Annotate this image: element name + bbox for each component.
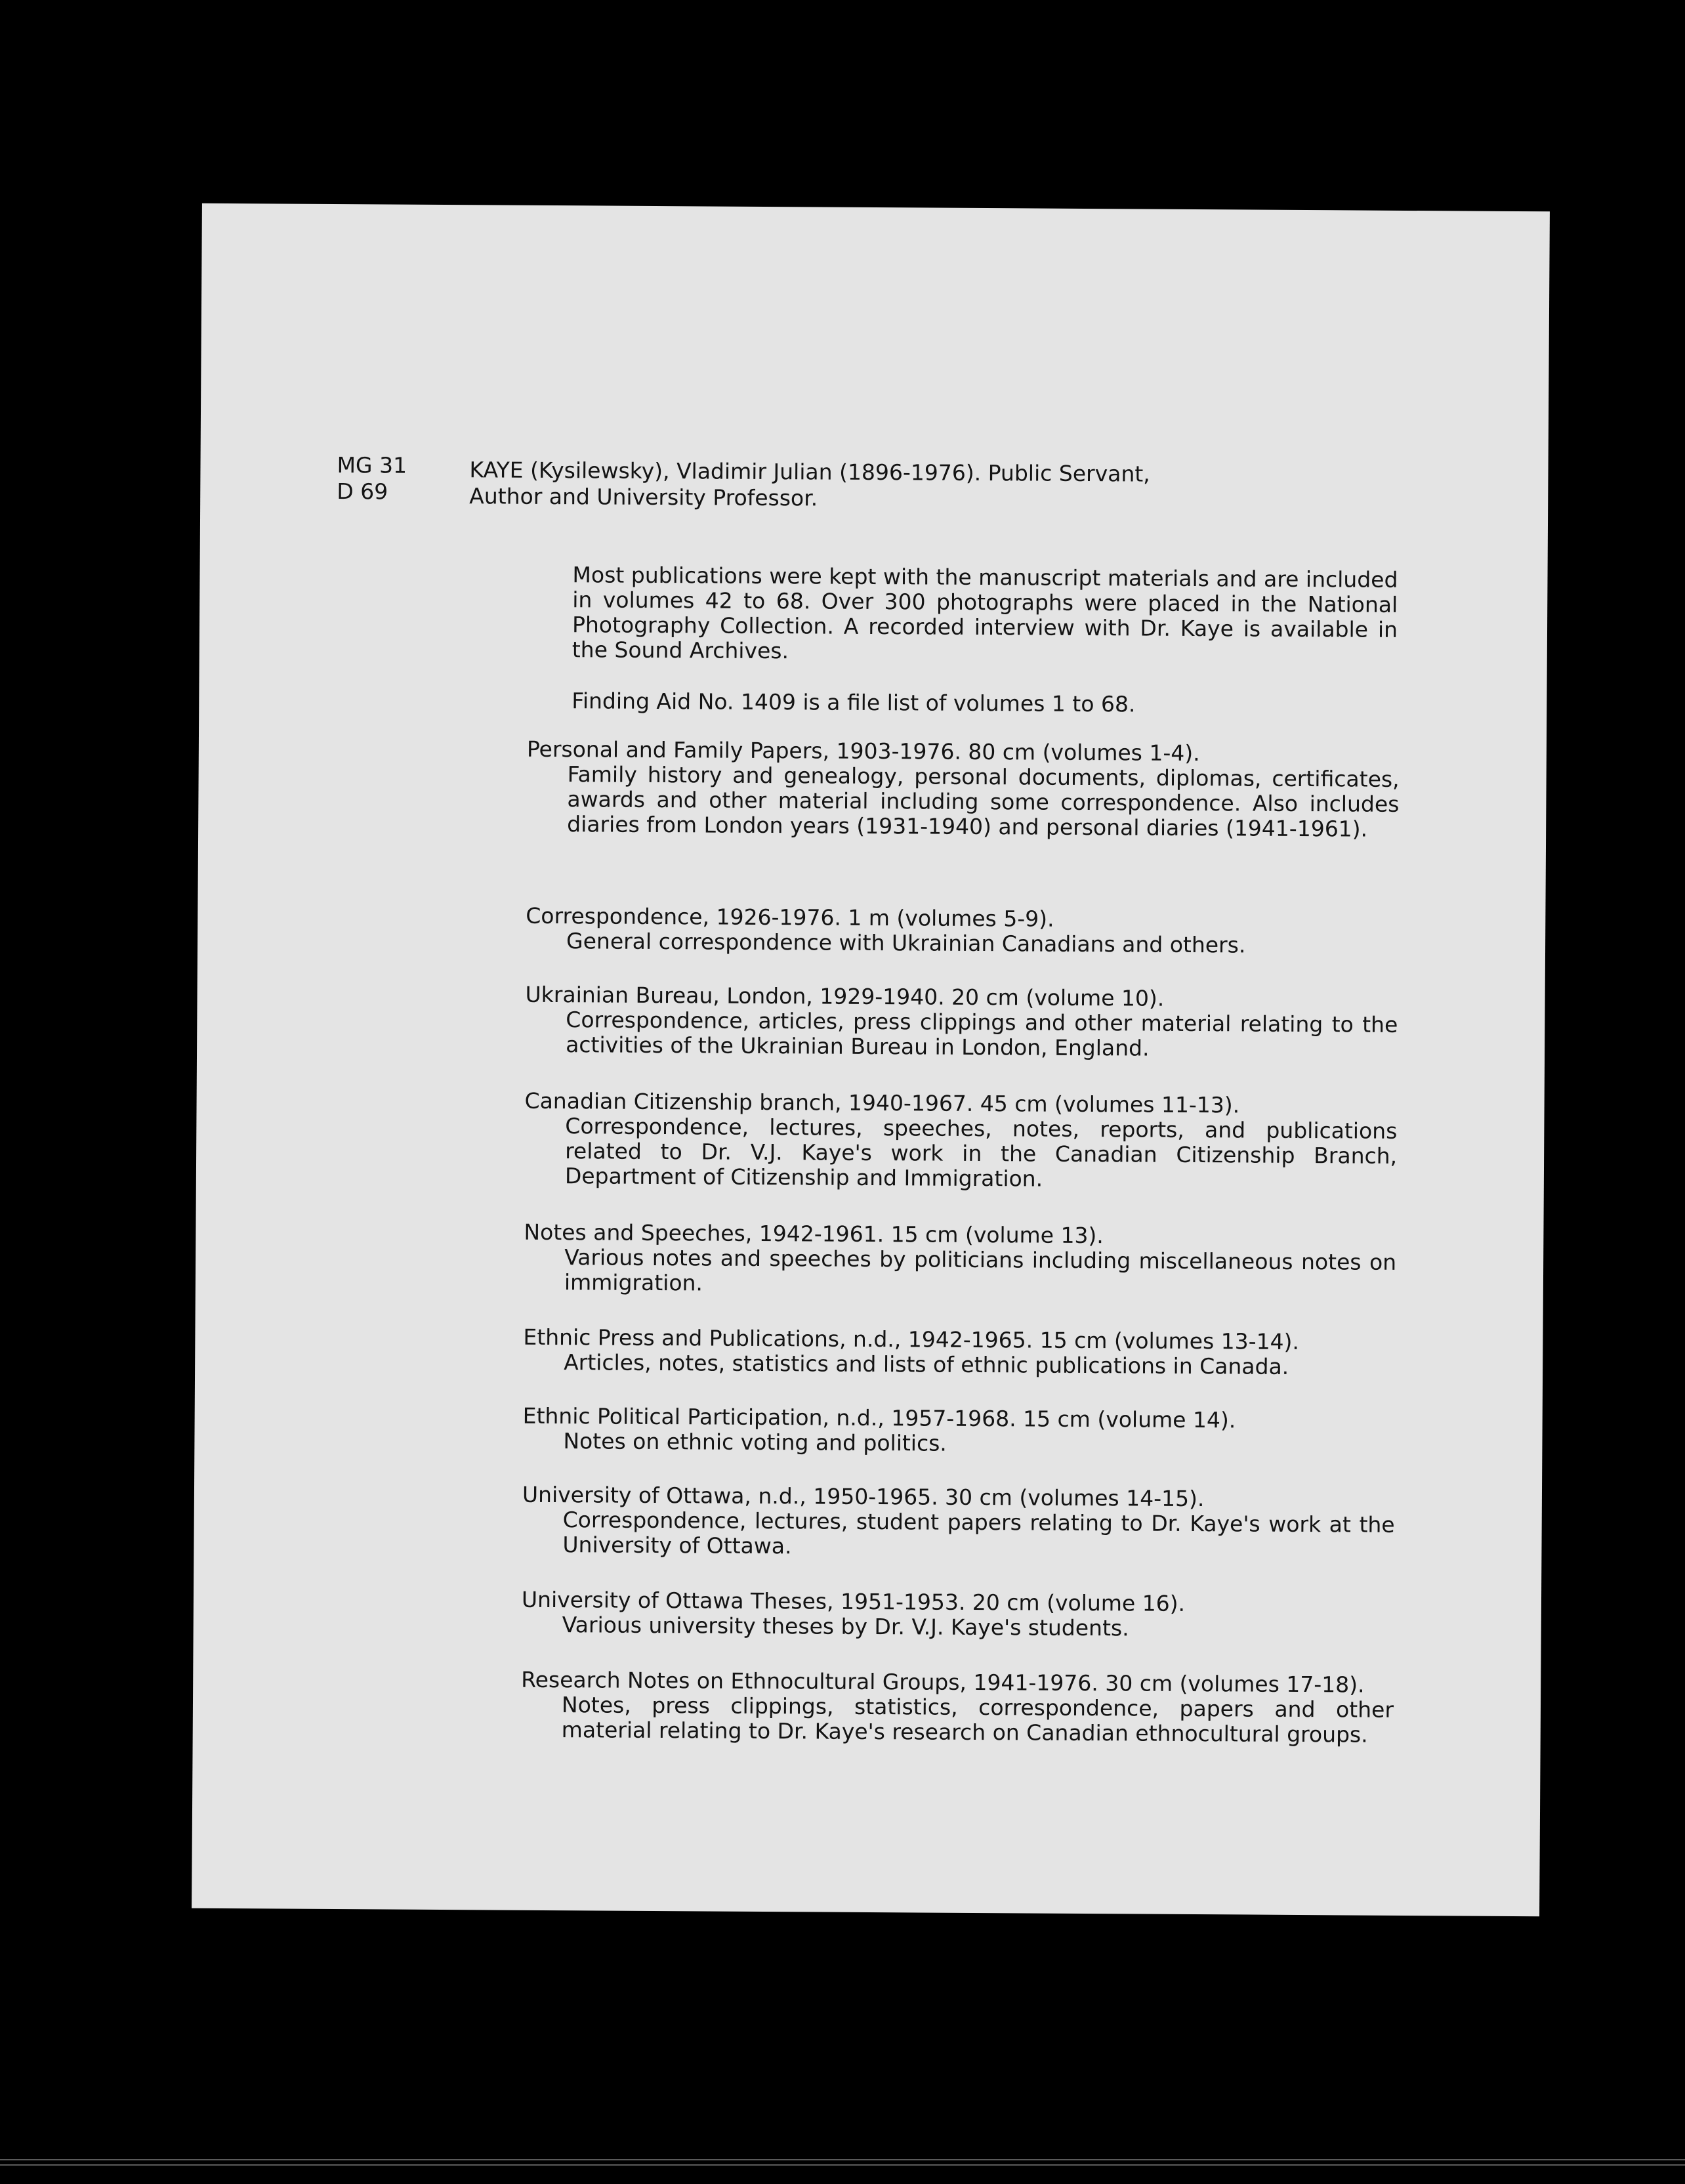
series-description: Articles, notes, statistics and lists of ethnic publications in Canada. xyxy=(564,1349,1289,1379)
series-description: Family history and genealogy, personal documents, diplomas, certificates, awards and other material including some correspondence. Also includes diaries from London years (1931-1940) and personal diaries (1941-1961). xyxy=(567,761,1400,842)
series-description: Correspondence, lectures, speeches, notes, reports, and publications related to Dr. V.J. Kaye's work in the Canadian Citizenship Branch, Department of Citizenship and Immigration. xyxy=(564,1113,1398,1192)
fonds-title-line-1: KAYE (Kysilewsky), Vladimir Julian (1896-1976). Public Servant, xyxy=(469,457,1150,487)
reference-code-line-2: D 69 xyxy=(337,478,388,505)
series-university-of-ottawa xyxy=(522,1482,1395,1563)
series-university-of-ottawa-theses xyxy=(522,1587,1394,1643)
film-edge-line xyxy=(0,2164,1685,2166)
series-description: Correspondence, articles, press clippings and other material relating to the activities of the Ukrainian Bureau in London, England. xyxy=(566,1007,1398,1061)
series-description: Notes, press clippings, statistics, correspondence, papers and other material relating to Dr. Kaye's research on Canadian ethnocultural groups. xyxy=(561,1692,1394,1748)
series-heading: Research Notes on Ethnocultural Groups, 1941-1976. 30 cm (volumes 17-18). xyxy=(521,1666,1365,1698)
series-personal-family-papers xyxy=(526,737,1400,842)
series-canadian-citizenship-branch xyxy=(524,1089,1398,1194)
intro-paragraph-finding-aid: Finding Aid No. 1409 is a file list of volumes 1 to 68. xyxy=(572,688,1136,717)
series-heading: Ukrainian Bureau, London, 1929-1940. 20 cm (volume 10). xyxy=(525,981,1165,1011)
reference-code xyxy=(337,452,428,505)
reference-code-line-1: MG 31 xyxy=(337,452,407,478)
series-heading: Correspondence, 1926-1976. 1 m (volumes 5-9). xyxy=(526,902,1054,932)
series-description: Various notes and speeches by politicians including miscellaneous notes on immigration. xyxy=(564,1244,1397,1296)
series-research-notes-ethnocultural xyxy=(521,1668,1394,1748)
series-heading: Personal and Family Papers, 1903-1976. 80 cm (volumes 1-4). xyxy=(526,736,1200,766)
series-heading: Ethnic Press and Publications, n.d., 1942-1965. 15 cm (volumes 13-14). xyxy=(523,1324,1300,1354)
series-heading: Notes and Speeches, 1942-1961. 15 cm (volume 13). xyxy=(524,1219,1104,1249)
series-ethnic-press-publications xyxy=(523,1325,1396,1380)
series-heading: University of Ottawa Theses, 1951-1953. 20 cm (volume 16). xyxy=(521,1586,1186,1616)
fonds-title xyxy=(469,457,1453,515)
series-description: Various university theses by Dr. V.J. Kaye's students. xyxy=(562,1612,1129,1641)
series-correspondence xyxy=(526,904,1398,959)
series-heading: Ethnic Political Participation, n.d., 1957-1968. 15 cm (volume 14). xyxy=(522,1402,1236,1433)
series-description: Correspondence, lectures, student papers relating to Dr. Kaye's work at the University of Ottawa. xyxy=(562,1507,1395,1559)
fonds-title-line-2: Author and University Professor. xyxy=(469,483,818,511)
film-edge-line xyxy=(0,2159,1685,2160)
series-ethnic-political-participation xyxy=(522,1404,1395,1459)
series-notes-speeches xyxy=(524,1220,1397,1300)
series-heading: University of Ottawa, n.d., 1950-1965. 30 cm (volumes 14-15). xyxy=(522,1481,1205,1512)
series-ukrainian-bureau xyxy=(525,982,1398,1062)
series-heading: Canadian Citizenship branch, 1940-1967. 45 cm (volumes 11-13). xyxy=(524,1087,1240,1118)
document-page xyxy=(192,203,1550,1916)
intro-paragraph-publications: Most publications were kept with the manuscript materials and are included in volumes 42 to 68. Over 300 photographs were placed in the National Photography Collection. A recorded interview with Dr. Kaye is available in the Sound Archives. xyxy=(572,562,1398,664)
series-description: General correspondence with Ukrainian Canadians and others. xyxy=(566,928,1246,958)
series-description: Notes on ethnic voting and politics. xyxy=(563,1428,947,1456)
